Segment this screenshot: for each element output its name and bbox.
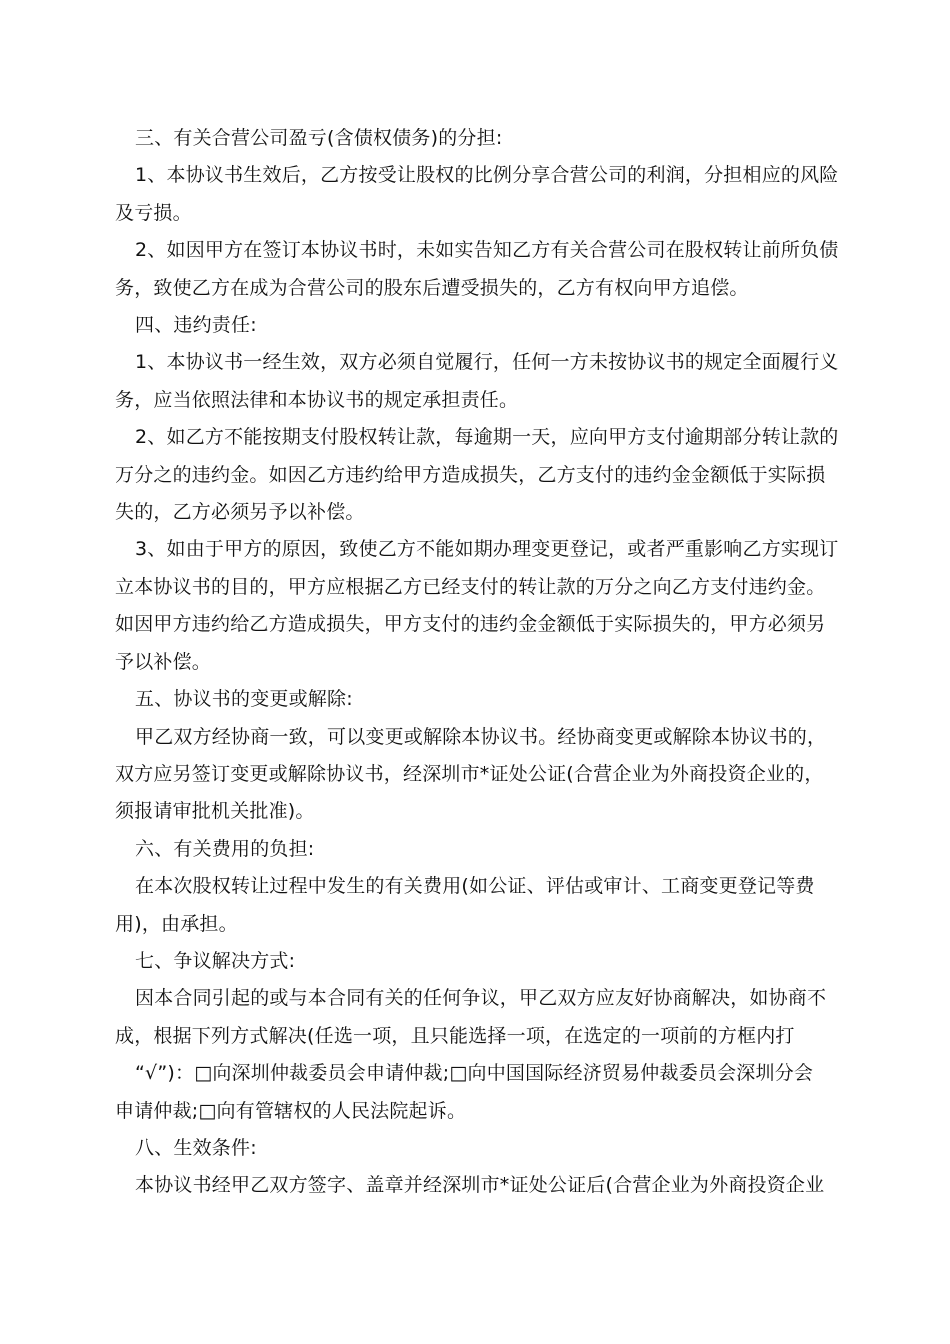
section-heading: 八、生效条件: [135, 1136, 257, 1159]
paragraph-line: 如因甲方违约给乙方造成损失，甲方支付的违约金金额低于实际损失的，甲方必须另 [115, 613, 826, 636]
paragraph-line: 务，应当依照法律和本协议书的规定承担责任。 [115, 388, 519, 411]
section-heading: 三、有关合营公司盈亏(含债权债务)的分担: [135, 127, 503, 149]
paragraph-line: 1、本协议书生效后，乙方按受让股权的比例分享合营公司的利润，分担相应的风险 [135, 164, 839, 187]
paragraph-line: 予以补偿。 [115, 650, 212, 673]
section-heading: 四、违约责任: [135, 314, 257, 337]
paragraph-line: 立本协议书的目的，甲方应根据乙方已经支付的转让款的万分之向乙方支付违约金。 [115, 575, 826, 598]
paragraph-line: 申请仲裁;□向有管辖权的人民法院起诉。 [115, 1099, 467, 1122]
paragraph-line: 2、如因甲方在签订本协议书时，未如实告知乙方有关合营公司在股权转让前所负债 [135, 239, 839, 262]
paragraph-line: 因本合同引起的或与本合同有关的任何争议，甲乙双方应友好协商解决，如协商不 [135, 987, 827, 1010]
section-heading: 七、争议解决方式: [135, 949, 296, 972]
paragraph-line: 万分之的违约金。如因乙方违约给甲方造成损失，乙方支付的违约金金额低于实际损 [115, 463, 826, 486]
paragraph-line: 在本次股权转让过程中发生的有关费用(如公证、评估或审计、工商变更登记等费 [135, 875, 815, 898]
paragraph-line: 成，根据下列方式解决(任选一项，且只能选择一项，在选定的一项前的方框内打 [115, 1024, 795, 1047]
paragraph-line: 须报请审批机关批准)。 [115, 800, 315, 823]
paragraph-line: 本协议书经甲乙双方签字、盖章并经深圳市*证处公证后(合营企业为外商投资企业 [135, 1174, 825, 1197]
document-body [115, 120, 837, 1205]
paragraph-line: 甲乙双方经协商一致，可以变更或解除本协议书。经协商变更或解除本协议书的， [135, 725, 827, 748]
paragraph-line: “√”)：□向深圳仲裁委员会申请仲裁;□向中国国际经济贸易仲裁委员会深圳分会 [135, 1062, 814, 1085]
paragraph-line: 失的，乙方必须另予以补偿。 [115, 501, 365, 524]
paragraph-line: 3、如由于甲方的原因，致使乙方不能如期办理变更登记，或者严重影响乙方实现订 [135, 538, 839, 561]
section-heading: 五、协议书的变更或解除: [135, 688, 353, 711]
paragraph-line: 务，致使乙方在成为合营公司的股东后遭受损失的，乙方有权向甲方追偿。 [115, 276, 749, 299]
paragraph-line: 用)，由承担。 [115, 912, 238, 935]
section-heading: 六、有关费用的负担: [135, 837, 315, 860]
paragraph-line: 1、本协议书一经生效，双方必须自觉履行，任何一方未按协议书的规定全面履行义 [135, 351, 839, 374]
paragraph-line: 双方应另签订变更或解除协议书，经深圳市*证处公证(合营企业为外商投资企业的， [115, 762, 824, 785]
paragraph-line: 及亏损。 [115, 201, 192, 224]
paragraph-line: 2、如乙方不能按期支付股权转让款，每逾期一天，应向甲方支付逾期部分转让款的 [135, 426, 839, 449]
